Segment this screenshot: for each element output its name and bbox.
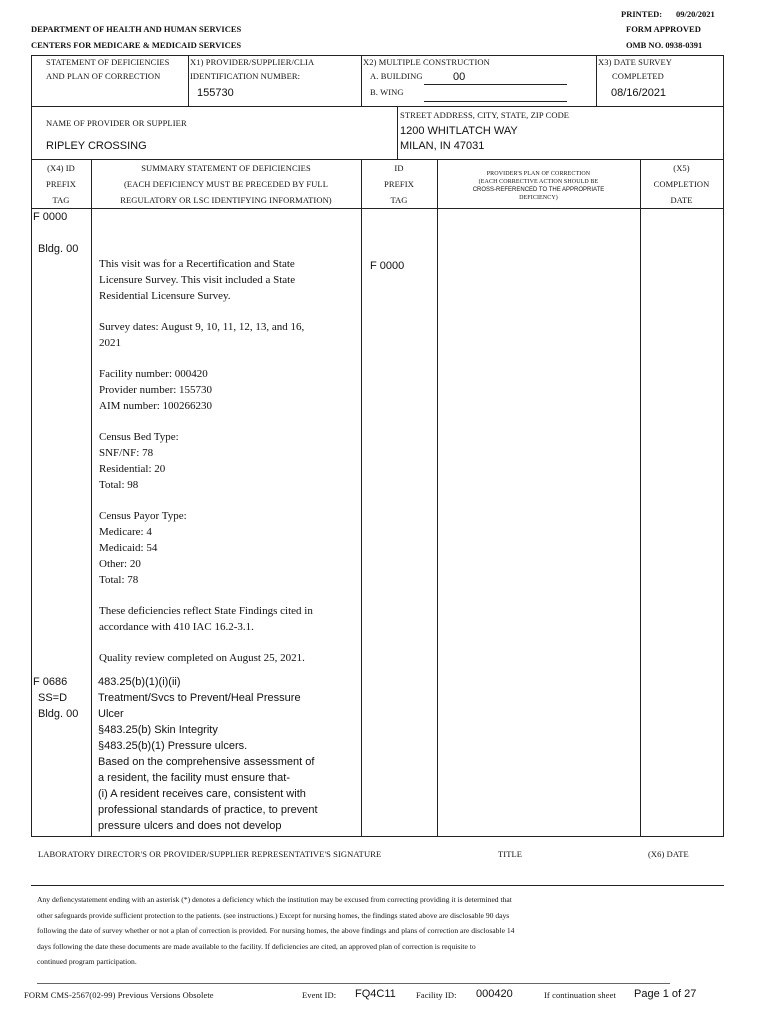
form-approved: FORM APPROVED <box>626 24 701 34</box>
paragraph-census-bed: Census Bed Type: SNF/NF: 78 Residential: 20 Total: 98 <box>99 431 179 491</box>
centers-name: CENTERS FOR MEDICARE & MEDICAID SERVICES <box>31 40 242 50</box>
prefix-tag-2: F 0686 SS=D Bldg. 00 <box>33 676 79 720</box>
x4-header-2: PREFIX <box>46 179 76 189</box>
x1-label-2: IDENTIFICATION NUMBER: <box>190 71 301 81</box>
event-id-value: FQ4C11 <box>355 988 396 1000</box>
disclosure-notice: Any defiencystatement ending with an asterisk (*) denotes a deficiency which the institution may be excused from correcting providing it is determined that other safeguards provide sufficient protection to the patients. (see instructions.) Except for nursing homes, the findings stated above are disclosable 90 days following the date of survey whether or not a plan of correction is provided. For nursing homes, the above findings and plans of correction are disclosable 14 days following the date these documents are made available to the facility. If deficiencies are cited, an approved plan of correction is requisite to continued program participation. <box>37 895 515 966</box>
form-number: FORM CMS-2567(02-99) Previous Versions Obsolete <box>24 990 214 1000</box>
x3-label-1: X3) DATE SURVEY <box>598 57 673 67</box>
paragraph-identifiers: Facility number: 000420 Provider number: 155730 AIM number: 100266230 <box>99 368 213 412</box>
signature-label: LABORATORY DIRECTOR'S OR PROVIDER/SUPPLIER REPRESENTATIVE'S SIGNATURE <box>38 849 382 859</box>
provider-id: 155730 <box>197 87 234 99</box>
survey-date: 08/16/2021 <box>611 87 667 99</box>
deficiency-text-f0686: 483.25(b)(1)(i)(ii) Treatment/Svcs to Prevent/Heal Pressure Ulcer §483.25(b) Skin Integrity §483.25(b)(1) Pressure ulcers. Based on the comprehensive assessment of a resident, the facility must ensure that- (i) A resident receives care, consistent with professional standards of practice, to prevent pressure ulcers and does not develop <box>98 676 318 832</box>
summary-text <box>99 256 359 666</box>
id-header-2: PREFIX <box>384 179 414 189</box>
x5-header-1: (X5) <box>673 163 690 173</box>
printed-label: PRINTED: <box>621 9 663 19</box>
summary-header-2: (EACH DEFICIENCY MUST BE PRECEDED BY FULL <box>123 179 329 189</box>
omb-number: OMB NO. 0938-0391 <box>626 40 703 50</box>
plan-header-4: DEFICIENCY) <box>519 195 558 201</box>
wing-label: B. WING <box>370 87 404 97</box>
x3-label-2: COMPLETED <box>612 71 664 81</box>
summary-header-1: SUMMARY STATEMENT OF DEFICIENCIES <box>141 163 311 173</box>
continuation-label: If continuation sheet <box>544 990 616 1000</box>
plan-header-2: (EACH CORRECTIVE ACTION SHOULD BE <box>478 179 599 185</box>
x4-header-3: TAG <box>52 195 70 205</box>
provider-name-label: NAME OF PROVIDER OR SUPPLIER <box>46 118 187 128</box>
summary-header-3: REGULATORY OR LSC IDENTIFYING INFORMATION) <box>120 195 332 205</box>
page-number: Page 1 of 27 <box>634 988 697 1000</box>
paragraph-quality-review: Quality review completed on August 25, 2021. <box>99 652 305 664</box>
paragraph-survey-dates: Survey dates: August 9, 10, 11, 12, 13, and 16, 2021 <box>99 321 305 349</box>
x5-header-2: COMPLETION <box>653 179 710 189</box>
department-name: DEPARTMENT OF HEALTH AND HUMAN SERVICES <box>31 24 242 34</box>
building-tag-1: Bldg. 00 <box>38 243 79 255</box>
right-prefix-tag-1: F 0000 <box>370 260 405 272</box>
x6-date-label: (X6) DATE <box>648 849 689 859</box>
paragraph-census-payor: Census Payor Type: Medicare: 4 Medicaid: 54 Other: 20 Total: 78 <box>99 510 187 586</box>
x2-label: X2) MULTIPLE CONSTRUCTION <box>363 57 490 67</box>
printed-date: 09/20/2021 <box>676 9 715 19</box>
title-label: TITLE <box>498 849 523 859</box>
street-address-line-2: MILAN, IN 47031 <box>400 140 485 152</box>
statement-label-2: AND PLAN OF CORRECTION <box>46 71 161 81</box>
paragraph-state-findings: These deficiencies reflect State Findings cited in accordance with 410 IAC 16.2-3.1. <box>99 605 313 633</box>
provider-name: RIPLEY CROSSING <box>46 140 147 152</box>
street-address-line-1: 1200 WHITLATCH WAY <box>400 125 518 137</box>
street-address-label: STREET ADDRESS, CITY, STATE, ZIP CODE <box>400 110 570 120</box>
x4-header-1: (X4) ID <box>47 163 75 173</box>
id-header-3: TAG <box>390 195 408 205</box>
x1-label-1: X1) PROVIDER/SUPPLIER/CLIA <box>190 57 315 67</box>
building-label: A. BUILDING <box>370 71 423 81</box>
id-header-1: ID <box>394 163 404 173</box>
plan-header-1: PROVIDER'S PLAN OF CORRECTION <box>486 171 591 177</box>
paragraph-visit-type: This visit was for a Recertification and State Licensure Survey. This visit included a State Residential Licensure Survey. <box>99 258 296 302</box>
x5-header-3: DATE <box>670 195 693 205</box>
facility-id-label: Facility ID: <box>416 990 457 1000</box>
event-id-label: Event ID: <box>302 990 337 1000</box>
plan-header-3: CROSS-REFERENCED TO THE APPROPRIATE <box>472 187 605 193</box>
statement-label-1: STATEMENT OF DEFICIENCIES <box>46 57 170 67</box>
building-value: 00 <box>453 71 466 83</box>
prefix-tag-1: F 0000 <box>33 211 68 223</box>
facility-id-value: 000420 <box>476 988 513 1000</box>
